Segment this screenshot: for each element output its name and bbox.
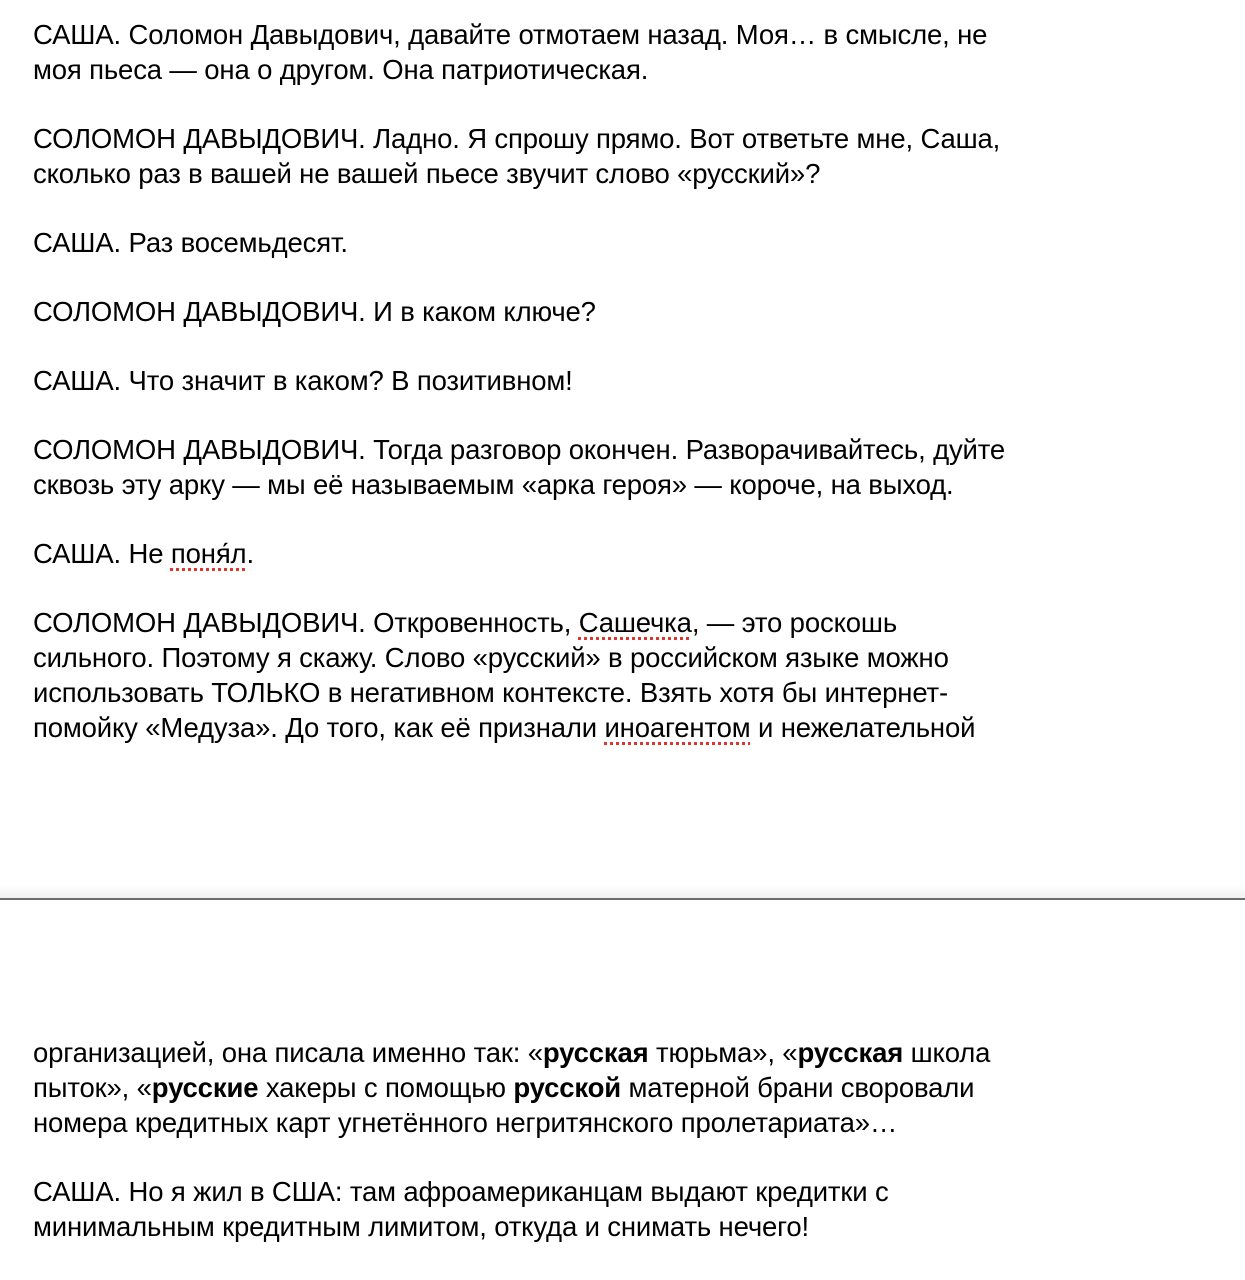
- dialogue-text: тюрьма», «: [648, 1037, 798, 1068]
- dialogue-paragraph: [33, 17, 1213, 87]
- dialogue-text: хакеры с помощью: [258, 1072, 514, 1103]
- dialogue-paragraph: [33, 605, 1213, 745]
- dialogue-paragraph: [33, 294, 1213, 329]
- spellcheck-flagged-word[interactable]: иноагентом: [604, 712, 751, 743]
- dialogue-paragraph: [33, 225, 1213, 260]
- dialogue-text: Но я жил в США: там афроамериканцам выдают кредитки с минимальным кредитным лимитом, откуда и снимать нечего!: [33, 1176, 889, 1242]
- bold-word: русской: [513, 1072, 622, 1103]
- dialogue-text: Что значит в каком? В позитивном!: [121, 365, 573, 396]
- speaker-name: СОЛОМОН ДАВЫДОВИЧ.: [33, 607, 366, 638]
- dialogue-paragraph: [33, 432, 1213, 502]
- page-top-text[interactable]: [33, 17, 1213, 745]
- bold-word: русские: [151, 1072, 259, 1103]
- page-bottom-text[interactable]: [33, 1035, 1213, 1244]
- spellcheck-flagged-word[interactable]: поня́л: [170, 538, 247, 569]
- dialogue-paragraph: [33, 121, 1213, 191]
- speaker-name: САША.: [33, 538, 122, 569]
- dialogue-text: Раз восемьдесят.: [121, 227, 348, 258]
- speaker-name: САША.: [33, 19, 122, 50]
- dialogue-text: матерной брани своровали номера кредитных карт угнетённого негритянского пролетариата»…: [33, 1072, 975, 1138]
- speaker-name: СОЛОМОН ДАВЫДОВИЧ.: [33, 296, 366, 327]
- dialogue-text: И в каком ключе?: [365, 296, 596, 327]
- dialogue-text: Соломон Давыдович, давайте отмотаем назад. Моя… в смысле, не моя пьеса — она о другом. Она патриотическая.: [33, 19, 988, 85]
- speaker-name: САША.: [33, 365, 122, 396]
- dialogue-text: организацией, она писала именно так: «: [33, 1037, 543, 1068]
- document-page-bottom: [0, 901, 1245, 1280]
- dialogue-paragraph: [33, 363, 1213, 398]
- page-bottom-shadow: [0, 885, 1245, 898]
- speaker-name: САША.: [33, 227, 122, 258]
- dialogue-text: школа пыток», «: [33, 1037, 991, 1103]
- dialogue-text: Тогда разговор окончен. Разворачивайтесь, дуйте сквозь эту арку — мы её называемым «арка героя» — короче, на выход.: [33, 434, 1006, 500]
- speaker-name: СОЛОМОН ДАВЫДОВИЧ.: [33, 434, 366, 465]
- dialogue-paragraph: [33, 1174, 1213, 1244]
- dialogue-paragraph-continuation: [33, 1035, 1213, 1140]
- dialogue-text: Откровенность,: [365, 607, 579, 638]
- speaker-name: СОЛОМОН ДАВЫДОВИЧ.: [33, 123, 366, 154]
- bold-word: русская: [542, 1037, 649, 1068]
- spellcheck-flagged-word[interactable]: Сашечка: [578, 607, 692, 638]
- page-break-divider: [0, 898, 1245, 900]
- speaker-name: САША.: [33, 1176, 122, 1207]
- dialogue-text: , — это роскошь сильного. Поэтому я скажу. Слово «русский» в российском языке можно использовать ТОЛЬКО в негативном контексте. Взять хотя бы интернет- помойку «Медуза». До того, как её признали: [33, 607, 949, 743]
- dialogue-text: .: [246, 538, 254, 569]
- dialogue-text: Не: [121, 538, 171, 569]
- bold-word: русская: [797, 1037, 904, 1068]
- dialogue-text: и нежелательной: [750, 712, 976, 743]
- dialogue-text: Ладно. Я спрошу прямо. Вот ответьте мне, Саша, сколько раз в вашей не вашей пьесе звучит слово «русский»?: [33, 123, 1001, 189]
- dialogue-paragraph: [33, 536, 1213, 571]
